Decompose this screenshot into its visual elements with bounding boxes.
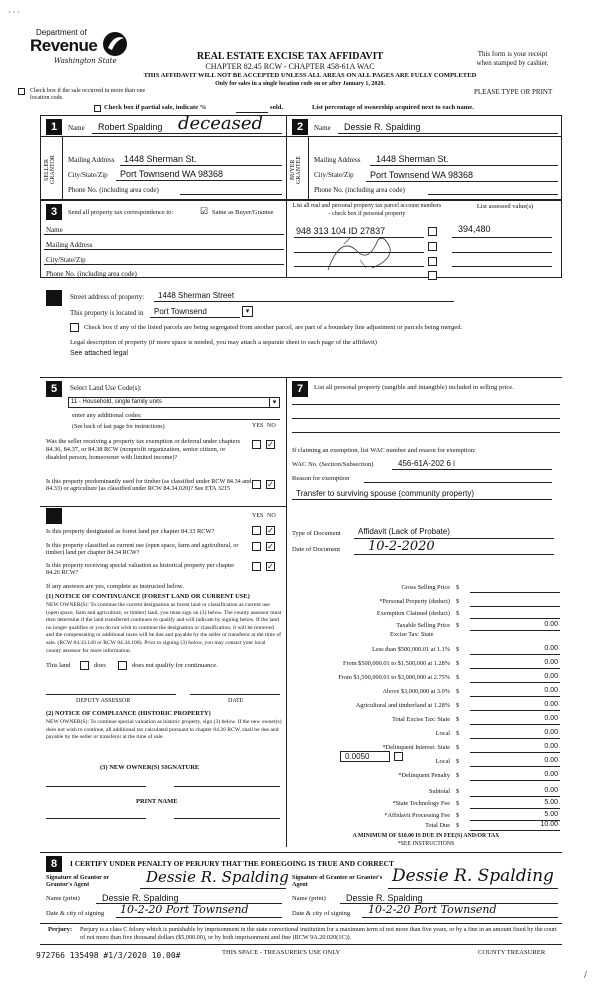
section-5-7-divider	[286, 377, 287, 847]
s5-q2-no[interactable]: ✓	[267, 480, 274, 489]
tax-row-value[interactable]: 0.00	[470, 715, 560, 725]
grantee-signature[interactable]: Dessie R. Spalding	[392, 866, 554, 886]
tax-row	[292, 659, 560, 670]
grantor-print-name[interactable]: Dessie R. Spalding	[102, 893, 179, 903]
seller-mail-line	[120, 165, 282, 166]
dollar-sign: $	[456, 758, 460, 765]
tax-row-label: Exemption Claimed (deduct)	[376, 610, 450, 617]
s5-q1-no[interactable]: ✓	[267, 440, 274, 449]
reason-label: Reason for exemption	[292, 475, 350, 482]
tax-row	[292, 757, 560, 768]
certify-statement: I CERTIFY UNDER PENALTY OF PERJURY THAT THE FOREGOING IS TRUE AND CORRECT	[70, 859, 394, 868]
wac-number[interactable]: 456-61A-202 6 i	[398, 459, 455, 468]
s6-q1-yes[interactable]	[252, 526, 261, 535]
s5-q1-yes[interactable]	[252, 440, 261, 449]
personal-line-1	[292, 404, 560, 405]
doc-date[interactable]: 10-2-2020	[368, 539, 435, 554]
seller-name[interactable]: Robert Spalding	[98, 122, 163, 132]
form-title: REAL ESTATE EXCISE TAX AFFIDAVIT	[196, 51, 384, 62]
assessed-value[interactable]: 394,480	[458, 224, 491, 234]
dollar-sign: $	[456, 702, 460, 709]
print-name-label: PRINT NAME	[136, 798, 178, 805]
tax-row-label: Total Due	[425, 822, 450, 829]
legal-label: Legal description of property (if more space is needed, you may attach a separate sheet to each page of the affidavit)	[70, 339, 377, 346]
tax-row	[292, 583, 560, 594]
street-address[interactable]: 1448 Sherman Street	[158, 291, 235, 300]
assessed-line-2	[452, 252, 552, 253]
parcel-scribble	[320, 230, 400, 274]
parcel-2-checkbox[interactable]	[428, 242, 437, 251]
grantee-date-city[interactable]: 10-2-20 Port Townsend	[368, 903, 497, 916]
county-treasurer-label: COUNTY TREASURER	[478, 949, 546, 956]
local-rate-checkbox[interactable]	[394, 752, 403, 761]
tax-row-label: *Delinquent Interest: State	[382, 744, 450, 751]
seller-city-line	[116, 180, 282, 181]
grantee-print-name[interactable]: Dessie R. Spalding	[346, 893, 423, 903]
tax-row-label: *Delinquent Penalty	[398, 772, 450, 779]
section-1-2-divider	[286, 115, 287, 200]
tax-mail-label: Mailing Address	[46, 241, 93, 249]
tax-row-value[interactable]: 0.00	[470, 787, 560, 797]
section-5-top	[40, 377, 562, 378]
tax-row	[292, 715, 560, 726]
seller-side-divider	[62, 136, 63, 200]
s6-no-header: NO	[267, 513, 276, 519]
tax-name-line	[44, 234, 284, 235]
new-owner-signature-title: (3) NEW OWNER(S) SIGNATURE	[100, 764, 200, 771]
tax-row	[292, 799, 560, 810]
dollar-sign: $	[456, 772, 460, 779]
seller-phone-line	[180, 194, 282, 195]
cashier-stamp: 972766 135498 #1/3/2020 10.00#	[36, 951, 181, 960]
only-for-note: Only for sales in a single location code on or after January 1, 2020.	[215, 81, 385, 87]
this-land-label: This land	[46, 662, 71, 669]
seller-name-line	[92, 133, 282, 134]
dor-logo	[28, 28, 138, 70]
s5-yes-header: YES	[252, 423, 264, 429]
tax-row-value[interactable]: 0.00	[470, 673, 560, 683]
min-fee-note: A MINIMUM OF $10.00 IS DUE IN FEE(S) AND/OR TAX	[352, 833, 500, 839]
owner-sig-line-2	[174, 786, 280, 787]
seller-deceased-handwritten: deceased	[178, 113, 264, 134]
dollar-sign: $	[456, 622, 460, 629]
grantee-date-line	[362, 917, 558, 918]
seller-city-label: City/State/Zip	[68, 171, 108, 179]
section-7-number: 7	[292, 381, 308, 397]
s6-q1-no[interactable]: ✓	[267, 526, 274, 535]
tax-row	[292, 701, 560, 712]
buyer-mail[interactable]: 1448 Sherman St.	[376, 154, 449, 164]
dollar-sign: $	[456, 660, 460, 667]
continuance-text: NEW OWNER(S): To continue the current designation as forest land or classification as current use (open space, farm and agriculture, or timber) land, you must sign on (3) below. The county assessor must then determine if the land transferred continues to qualify and will indicate by signing below. If the land no longer qualifies or you do not wish to continue the designation or classification, it will be removed and the compensating or additional taxes will be due and payable by the seller or transferor at the time of sale. (RCW 84.33.140 or RCW 84.34.108). Prior to signing (3) below, you may contact your local county assessor for more information.	[46, 602, 282, 654]
compliance-text: NEW OWNER(S): To continue special valuation as historic property, sign (3) below. If the new owner(s) does not wish to continue, all additional tax calculated pursuant to chapter 84.26 RCW, shall be due and payable by the seller or transferor at the time of sale.	[46, 719, 282, 741]
grantee-sig-label: Signature of Grantee or Grantee's Agent	[292, 874, 383, 888]
receipt-line2: when stamped by cashier.	[476, 59, 549, 67]
personal-line-2	[292, 418, 560, 419]
tax-row-label: From $1,500,000.01 to $3,000,000 at 2.75%	[338, 674, 450, 681]
land-does-checkbox[interactable]	[80, 661, 89, 670]
grantor-name-label: Name (print)	[46, 895, 80, 902]
tax-row	[292, 609, 560, 620]
buyer-phone-label: Phone No. (including area code)	[314, 186, 405, 194]
doc-type[interactable]: Affidavit (Lack of Probate)	[358, 527, 450, 536]
grantee-name-label: Name (print)	[292, 895, 326, 902]
parcel-4-checkbox[interactable]	[428, 271, 437, 280]
tax-row-label: Agricultural and timberland at 1.28%	[355, 702, 450, 709]
partial-sold-label: sold.	[270, 104, 284, 111]
list-parcels-note: List all real and personal property tax parcel account numbers - check box if personal property	[292, 203, 442, 217]
reason-line-2	[292, 499, 552, 500]
tax-city-label: City/State/Zip	[46, 256, 86, 264]
tax-row	[292, 771, 560, 782]
dollar-sign: $	[456, 646, 460, 653]
excise-state-label: Excise Tax: State	[390, 631, 434, 638]
scan-marks: · · ·	[8, 8, 20, 17]
s6-q2-yes[interactable]	[252, 542, 261, 551]
buyer-city[interactable]: Port Townsend WA 98368	[370, 170, 474, 180]
grantor-date-city[interactable]: 10-2-20 Port Townsend	[120, 903, 249, 916]
seller-mail-label: Mailing Address	[68, 156, 115, 164]
buyer-side-label: BUYER GRANTEE	[290, 156, 302, 184]
grantor-date-line	[116, 917, 282, 918]
section-1-2-hline	[40, 136, 562, 137]
treasurer-use-label: THIS SPACE - TREASURER'S USE ONLY	[222, 949, 341, 956]
s5-question-2: Is this property predominantly used for timber (as classified under RCW 84.34 and 84.33) or agriculture (as classified under RCW 84.34.020)? See ETA 3215	[46, 478, 252, 492]
same-as-buyer-checkbox[interactable]: ☑	[200, 206, 209, 216]
s6-q3-no[interactable]: ✓	[267, 562, 274, 571]
assessed-line-3	[452, 266, 552, 267]
see-instructions-note: *SEE INSTRUCTIONS	[397, 841, 455, 847]
located-dropdown[interactable]: ▾	[242, 306, 253, 317]
dollar-sign: $	[456, 584, 460, 591]
tax-row-label: *State Technology Fee	[392, 800, 450, 807]
deputy-line	[46, 694, 176, 695]
tax-row	[292, 687, 560, 698]
dollar-sign: $	[456, 744, 460, 751]
multi-location-checkbox[interactable]	[18, 88, 25, 95]
ownership-note: List percentage of ownership acquired next to each name.	[312, 104, 474, 111]
section-4-number	[46, 290, 62, 306]
assessed-line-1	[452, 237, 552, 238]
footer-bottom	[40, 944, 562, 945]
compliance-title: (2) NOTICE OF COMPLIANCE (HISTORIC PROPERTY)	[46, 710, 211, 717]
tax-row	[292, 743, 560, 754]
segregated-checkbox[interactable]	[70, 323, 79, 332]
deputy-date-label: DATE	[228, 698, 244, 704]
personal-line-3	[292, 432, 560, 433]
tax-row-label: Less than $500,000.01 at 1.1%	[372, 646, 450, 653]
send-correspondence-label: Send all property tax correspondence to:	[68, 209, 174, 216]
buyer-mail-label: Mailing Address	[314, 156, 361, 164]
please-type: PLEASE TYPE OR PRINT	[474, 88, 553, 96]
deputy-assessor-label: DEPUTY ASSESSOR	[76, 698, 131, 704]
land-use-value: 11 - Household, single family units	[71, 399, 162, 405]
dollar-sign: $	[456, 688, 460, 695]
seller-name-label: Name	[68, 124, 85, 132]
tax-row-value[interactable]	[470, 609, 560, 619]
tax-row-label: Total Excise Tax: State	[392, 716, 450, 723]
buyer-name-line	[338, 133, 558, 134]
additional-codes-label: enter any additional codes:	[72, 412, 142, 419]
assessed-value-header: List assessed value(s)	[476, 203, 534, 210]
land-does-not-label: does not qualify for continuance.	[132, 662, 218, 669]
dollar-sign: $	[456, 812, 460, 819]
dept-line2: Revenue	[30, 36, 98, 55]
grantor-sig-label: Signature of Grantor or Grantor's Agent	[46, 874, 110, 888]
dept-line3: Washington State	[54, 57, 117, 65]
chevron-down-icon: ▾	[269, 398, 279, 407]
wac-label: WAC No. (Section/Subsection)	[292, 461, 374, 468]
tax-row-label: Taxable Selling Price	[396, 622, 450, 629]
seller-side-label: SELLER GRANTOR	[44, 155, 56, 185]
tax-row-value[interactable]: 5.00	[470, 811, 560, 821]
section-1-number: 1	[46, 119, 62, 135]
scan-mark-bottom: /	[584, 970, 587, 981]
tax-row-value[interactable]: 0.00	[470, 645, 560, 655]
buyer-city-label: City/State/Zip	[314, 171, 354, 179]
dollar-sign: $	[456, 716, 460, 723]
dollar-sign: $	[456, 788, 460, 795]
located-in[interactable]: Port Townsend	[154, 307, 207, 316]
doc-type-label: Type of Document	[292, 530, 341, 537]
print-name-line-2	[174, 818, 280, 819]
seller-city[interactable]: Port Townsend WA 98368	[120, 169, 224, 179]
partial-sale-label: Check box if partial sale, indicate %	[104, 104, 207, 111]
tax-city-line	[44, 264, 284, 265]
tax-row-value[interactable]: 0.00	[470, 743, 560, 753]
dollar-sign: $	[456, 674, 460, 681]
section-3-divider	[286, 200, 287, 278]
tax-row-value[interactable]	[470, 597, 560, 607]
buyer-name[interactable]: Dessie R. Spalding	[344, 122, 421, 132]
street-line	[154, 301, 454, 302]
section-3-number: 3	[46, 204, 62, 220]
dollar-sign: $	[456, 610, 460, 617]
tax-row	[292, 729, 560, 740]
tax-row	[292, 645, 560, 656]
located-line	[150, 317, 240, 318]
local-rate-box[interactable]: 0.0050	[340, 751, 390, 762]
s5-q2-yes[interactable]	[252, 480, 261, 489]
claiming-exemption-label: If claiming an exemption, list WAC number and reason for exemption:	[292, 447, 476, 454]
multi-location-label: Check box if the sale occurred in more than one location code.	[30, 88, 146, 101]
s6-question-2: Is this property classified as current use (open space, farm and agricultural, or timber) land per chapter 84.34 RCW?	[46, 542, 239, 556]
buyer-name-label: Name	[314, 124, 331, 132]
tax-row	[292, 597, 560, 608]
street-label: Street address of property:	[70, 293, 145, 301]
seller-mail[interactable]: 1448 Sherman St.	[124, 154, 197, 164]
s6-q2-no[interactable]: ✓	[267, 542, 274, 551]
continuance-title: (1) NOTICE OF CONTINUANCE (FOREST LAND OR CURRENT USE)	[46, 593, 250, 600]
tax-name-label: Name	[46, 226, 63, 234]
tax-row-value[interactable]: 0.00	[470, 757, 560, 767]
buyer-phone-line	[428, 194, 558, 195]
tax-phone-label: Phone No. (including area code)	[46, 270, 137, 278]
s6-question-3: Is this property receiving special valuation as historical property per chapter 84.26 RCW?	[46, 562, 235, 576]
perjury-text: Perjury is a class C felony which is punishable by imprisonment in the state correctional institution for a maximum term of not more than five years, or by a fine in an amount fixed by the court of not more than five thousand dollars ($5,000.00), or by both imprisonment and fine (RCW 9A.20.020(1C)).	[80, 926, 557, 941]
tax-row-value[interactable]: 5.00	[470, 799, 560, 809]
s5-no-header: NO	[267, 423, 276, 429]
dollar-sign: $	[456, 730, 460, 737]
tax-row-value[interactable]: 10.00	[470, 821, 560, 831]
s6-q3-yes[interactable]	[252, 562, 261, 571]
grantor-date-city-label: Date & city of signing	[46, 910, 105, 917]
section-8-top	[40, 852, 562, 853]
tax-row-value[interactable]: 0.00	[470, 771, 560, 781]
dollar-sign: $	[456, 800, 460, 807]
tax-row	[292, 821, 560, 832]
owner-sig-line-1	[46, 786, 146, 787]
additional-codes-line	[130, 419, 280, 420]
tax-row-value[interactable]: 0.00	[470, 621, 560, 631]
tax-row-label: Above $3,000,000 at 3.0%	[382, 688, 450, 695]
section-8-number: 8	[46, 856, 62, 872]
land-does-label: does	[94, 662, 106, 669]
dor-logo-icon	[100, 30, 130, 58]
seller-phone-label: Phone No. (including area code)	[68, 186, 159, 194]
personal-property-label: List all personal property (tangible and intangible) included in selling price.	[314, 384, 514, 391]
section-6-top	[40, 506, 286, 507]
tax-row-label: Local	[435, 730, 450, 737]
tax-row	[292, 673, 560, 684]
print-name-line-1	[46, 818, 146, 819]
if-any-yes: If any answers are yes, complete as instructed below.	[46, 583, 184, 590]
wac-line	[392, 469, 552, 470]
receipt-line1: This form is your receipt	[477, 50, 548, 58]
land-does-not-checkbox[interactable]	[118, 661, 127, 670]
buyer-side-divider	[308, 136, 309, 200]
tax-row-label: Local	[435, 758, 450, 765]
tax-row-value[interactable]: 0.00	[470, 659, 560, 669]
section-6-number	[46, 508, 62, 524]
grantee-sig-line	[388, 888, 558, 889]
dollar-sign: $	[456, 598, 460, 605]
s5-question-1: Was the seller receiving a property tax exemption or deferral under chapters 84.36, 84.37, or 84.38 RCW (nonprofit organization, senior citizen, or disabled person, homeowner with limited income)?	[46, 438, 241, 461]
tax-row-value[interactable]: 0.00	[470, 701, 560, 711]
buyer-city-line	[366, 181, 558, 182]
grantor-signature[interactable]: Dessie R. Spalding	[146, 868, 289, 886]
tax-mail-line	[44, 249, 284, 250]
reason-text[interactable]: Transfer to surviving spouse (community property)	[296, 489, 474, 498]
land-use-select[interactable]	[68, 397, 280, 408]
parcel-3-checkbox[interactable]	[428, 257, 437, 266]
footer-top	[40, 923, 562, 924]
dollar-sign: $	[456, 822, 460, 829]
tax-row-label: *Affidavit Processing Fee	[384, 812, 450, 819]
reason-line-1	[364, 482, 552, 483]
date-line	[190, 694, 280, 695]
section-5-number: 5	[46, 381, 62, 397]
see-back-note: (See back of last page for instructions)	[72, 424, 165, 430]
tax-row	[292, 787, 560, 798]
tax-row-label: Subtotal	[429, 788, 450, 795]
same-as-buyer-label: Same as Buyer/Grantee	[212, 209, 274, 216]
perjury-label: Perjury:	[48, 926, 73, 933]
segregated-label: Check box if any of the listed parcels are being segregated from another parcel, are part of a boundary line adjustment or parcels being merged.	[84, 324, 463, 331]
parcel-number[interactable]: 948 313 104 ID 27837	[296, 226, 386, 236]
tax-row-label: *Personal Property (deduct)	[379, 598, 450, 605]
tax-row-value[interactable]: 0.00	[470, 687, 560, 697]
s6-yes-header: YES	[252, 513, 264, 519]
land-use-label: Select Land Use Code(s):	[70, 384, 142, 392]
tax-row-value[interactable]	[470, 583, 560, 593]
partial-sale-checkbox[interactable]	[94, 105, 101, 112]
s6-question-1: Is this property designated as forest land per chapter 84.33 RCW?	[46, 528, 215, 535]
dept-line1: Department of	[36, 28, 87, 37]
section-2-number: 2	[292, 119, 308, 135]
tax-row-value[interactable]: 0.00	[470, 729, 560, 739]
parcel-1-checkbox[interactable]	[428, 227, 437, 236]
grantor-sig-line	[140, 888, 286, 889]
form-warning: THIS AFFIDAVIT WILL NOT BE ACCEPTED UNLESS ALL AREAS ON ALL PAGES ARE FULLY COMPLETED	[143, 72, 477, 79]
form-chapter: CHAPTER 82.45 RCW - CHAPTER 458-61A WAC	[205, 62, 375, 71]
doc-date-label: Date of Document	[292, 546, 341, 553]
doc-date-line	[354, 554, 554, 555]
legal-description[interactable]: See attached legal	[70, 350, 128, 357]
tax-row-label: From $500,000.01 to $1,500,000 at 1.28%	[342, 660, 450, 667]
buyer-mail-line	[370, 165, 558, 166]
grantee-date-city-label: Date & city of signing	[292, 910, 351, 917]
located-label: This property is located in	[70, 309, 144, 317]
tax-row-label: Gross Selling Price	[401, 584, 450, 591]
